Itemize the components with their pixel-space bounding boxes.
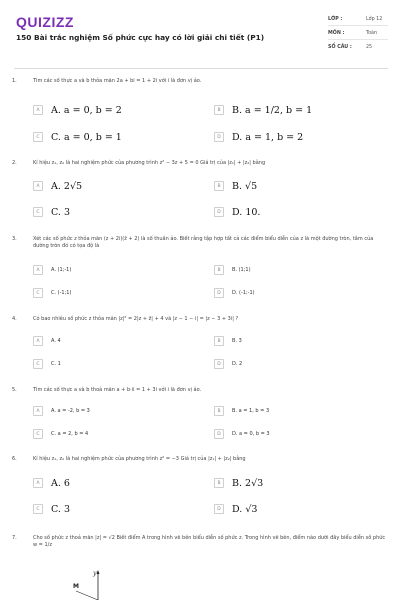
meta-row-count xyxy=(328,42,388,54)
option-letter: B xyxy=(214,265,224,275)
meta-value: 25 xyxy=(366,45,373,50)
meta-row-subject xyxy=(328,28,388,40)
y-axis-arrow-icon xyxy=(97,570,100,574)
question-number: 6. xyxy=(12,456,17,462)
option-text: D. 10. xyxy=(232,206,261,218)
option-a[interactable] xyxy=(33,104,122,116)
option-d[interactable] xyxy=(214,206,260,218)
option-letter: B xyxy=(214,406,224,416)
meta-key: LỚP : xyxy=(328,17,343,22)
option-letter: B xyxy=(214,478,224,488)
question-text: Xét các số phức z thỏa mãn (z + 2i)(z̄ + 2) là số thuần ảo. Biết rằng tập hợp tất cả các điểm biểu diễn của z là một đường tròn, tâm của đường tròn đó có tọa độ là xyxy=(33,236,374,249)
question-text: Kí hiệu z₁, z₂ là hai nghiệm phức của phương trình z² = −3 Giá trị của |z₁| + |z₂| bằng xyxy=(33,456,246,462)
option-text: C. a = 2, b = 4 xyxy=(51,431,89,437)
option-d[interactable] xyxy=(214,287,255,299)
option-text: D. a = 1, b = 2 xyxy=(232,131,304,143)
option-letter: D xyxy=(214,132,224,142)
option-a[interactable] xyxy=(33,264,71,276)
option-text: C. (-1;1) xyxy=(51,290,72,296)
option-a[interactable] xyxy=(33,477,70,489)
option-letter: C xyxy=(33,288,43,298)
question-number: 4. xyxy=(12,316,17,322)
option-letter: A xyxy=(33,478,43,488)
y-axis-label: y xyxy=(93,570,97,577)
option-b[interactable] xyxy=(214,104,312,116)
option-letter: C xyxy=(33,207,43,217)
option-text: A. a = 0, b = 2 xyxy=(51,104,122,116)
option-d[interactable] xyxy=(214,131,303,143)
option-letter: A xyxy=(33,406,43,416)
option-text: B. a = 1/2, b = 1 xyxy=(232,104,313,116)
option-text: C. a = 0, b = 1 xyxy=(51,131,122,143)
option-letter: C xyxy=(33,429,43,439)
option-b[interactable] xyxy=(214,180,257,192)
option-letter: B xyxy=(214,181,224,191)
question-text: Có bao nhiêu số phức z thỏa mãn |z|² = 2|z + z̄| + 4 và |z − 1 − i| = |z − 3 + 3i| ? xyxy=(33,316,239,322)
header-divider xyxy=(14,68,388,69)
meta-key: SỐ CÂU : xyxy=(328,45,352,50)
option-letter: C xyxy=(33,132,43,142)
option-b[interactable] xyxy=(214,405,269,417)
option-c[interactable] xyxy=(33,287,71,299)
option-c[interactable] xyxy=(33,131,122,143)
meta-row-class xyxy=(328,14,388,26)
option-b[interactable] xyxy=(214,264,251,276)
quizizz-logo: QUIZIZZ xyxy=(16,14,74,30)
option-text: B. a = 1, b = 3 xyxy=(232,408,270,414)
option-letter: A xyxy=(33,265,43,275)
option-text: B. 3 xyxy=(232,338,242,344)
document-title: 150 Bài trắc nghiệm Số phức cực hay có lời giải chi tiết (P1) xyxy=(16,33,265,42)
option-b[interactable] xyxy=(214,477,263,489)
meta-value: Lớp 12 xyxy=(366,17,383,22)
option-text: A. (1;-1) xyxy=(51,267,72,273)
question-number: 5. xyxy=(12,387,17,393)
option-d[interactable] xyxy=(214,428,270,440)
complex-plane-figure xyxy=(60,565,140,600)
document-header xyxy=(0,0,400,68)
option-letter: C xyxy=(33,504,43,514)
option-d[interactable] xyxy=(214,358,242,370)
option-text: D. 2 xyxy=(232,361,243,367)
option-letter: C xyxy=(33,359,43,369)
option-letter: D xyxy=(214,504,224,514)
question-number: 3. xyxy=(12,236,17,242)
question-text: Tìm các số thực a và b thoả mãn a + b·ii = 1 + 3i với i là đơn vị ảo. xyxy=(33,387,202,393)
option-b[interactable] xyxy=(214,335,242,347)
question-number: 2. xyxy=(12,160,17,166)
point-m-segment xyxy=(76,591,98,600)
complex-plane-svg xyxy=(60,565,140,600)
option-letter: D xyxy=(214,288,224,298)
meta-key: MÔN : xyxy=(328,31,345,36)
option-letter: A xyxy=(33,336,43,346)
option-text: D. (-1;-1) xyxy=(232,290,255,296)
question-number: 1. xyxy=(12,78,17,84)
option-a[interactable] xyxy=(33,180,82,192)
option-letter: A xyxy=(33,181,43,191)
question-text: Tìm các số thực a và b thỏa mãn 2a + bi = 1 + 2i với i là đơn vị ảo. xyxy=(33,78,202,84)
option-letter: D xyxy=(214,429,224,439)
option-text: C. 1 xyxy=(51,361,61,367)
option-text: A. 4 xyxy=(51,338,61,344)
option-text: C. 3 xyxy=(51,503,71,515)
option-letter: B xyxy=(214,105,224,115)
option-letter: D xyxy=(214,207,224,217)
option-text: A. 6 xyxy=(51,477,70,489)
option-text: B. √5 xyxy=(232,180,258,192)
option-text: A. 2√5 xyxy=(51,180,83,192)
option-a[interactable] xyxy=(33,405,90,417)
option-c[interactable] xyxy=(33,206,70,218)
option-a[interactable] xyxy=(33,335,61,347)
option-text: A. a = -2, b = 3 xyxy=(51,408,90,414)
option-letter: D xyxy=(214,359,224,369)
option-c[interactable] xyxy=(33,428,88,440)
point-m-label: M xyxy=(73,583,79,590)
option-text: D. √3 xyxy=(232,503,258,515)
document-meta xyxy=(322,8,392,58)
option-letter: B xyxy=(214,336,224,346)
option-text: D. a = 0, b = 3 xyxy=(232,431,270,437)
question-text: Cho số phức z thoả mãn |z| = √2 Biết điểm A trong hình vẽ bên biểu diễn số phức z. Trong hình vẽ bên, điểm nào dưới đây biểu diễn số phức w = 1/z xyxy=(33,535,386,548)
question-text: Kí hiệu z₁, z₂ là hai nghiệm phức của phương trình z² − 3z + 5 = 0 Giá trị của |z₁| + |z₂| bằng xyxy=(33,160,266,166)
option-text: B. (1;1) xyxy=(232,267,251,273)
option-c[interactable] xyxy=(33,503,70,515)
option-d[interactable] xyxy=(214,503,257,515)
option-text: B. 2√3 xyxy=(232,477,264,489)
option-c[interactable] xyxy=(33,358,61,370)
option-letter: A xyxy=(33,105,43,115)
option-text: C. 3 xyxy=(51,206,71,218)
meta-value: Toán xyxy=(366,31,378,36)
question-number: 7. xyxy=(12,535,17,541)
